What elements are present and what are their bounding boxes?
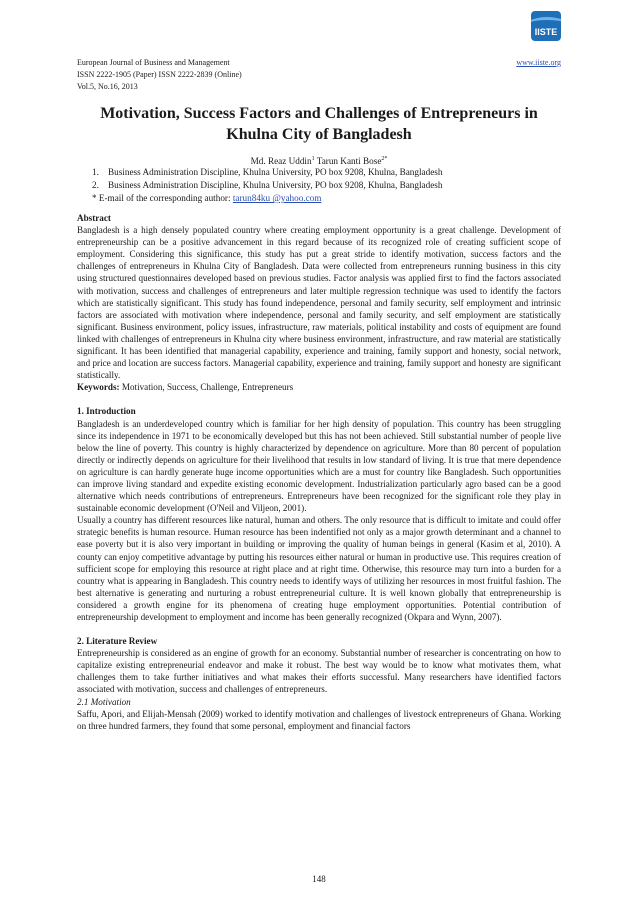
introduction-heading: 1. Introduction: [77, 406, 136, 417]
affiliation-number: 1.: [92, 167, 99, 177]
paper-title: Motivation, Success Factors and Challenges of Entrepreneurs in Khulna City of Bangladesh: [100, 105, 538, 143]
email-link[interactable]: tarun84ku @yahoo.com: [232, 193, 322, 203]
keywords-line: [77, 381, 561, 393]
journal-header: [77, 57, 561, 93]
keywords-label: Keywords:: [77, 382, 120, 393]
abstract-heading: Abstract: [77, 213, 111, 223]
author-1: Md. Reaz Uddin: [250, 156, 312, 167]
author-2: Tarun Kanti Bose: [316, 156, 382, 167]
journal-website-link[interactable]: www.iiste.org: [516, 58, 561, 67]
page-number: 148: [312, 874, 326, 884]
introduction-paragraph-1: Bangladesh is an underdeveloped country which is familiar for her high density of population. This country has been struggling since its independence in 1971 to be economically developed but this has not been achieved. Still substantial number of people live below the line of poverty. This country is highly characterized by dependence on agriculture. More than 80 percent of population directly or indirectly depends on agriculture for their livelihood that results in low standard of living. It is true that mere dependence on agriculture is can hardly generate huge income opportunities which are a must for country like Bangladesh. Such opportunities can improve living standard and expedite existing economic development. Industrialization particularly agro based can be a good alternative which needs contributions of entrepreneurs. Entrepreneurs have been recognized for the significant role they play in sustainable economic development (O'Neil and Viljeon, 2001).: [77, 418, 561, 514]
affiliation-number: 2.: [92, 180, 99, 190]
email-line: [92, 192, 562, 205]
author-2-sup: 2*: [381, 156, 388, 162]
literature-heading: 2. Literature Review: [77, 636, 158, 647]
abstract-text: Bangladesh is a high densely populated country where creating employment opportunity is a great challenge. Development of entrepreneurship can be a positive advancement in this regard because of its recognized role of creating sufficient scope of employment. Considering this significance, this study has put a great stride to identify motivation, success factors and the challenges of entrepreneurs in Khulna City of Bangladesh. Data were collected from entrepreneurs running business in this city using structured questionnaires developed based on previous studies. Factor analysis was applied first to find the factors associated with motivation, success and challenges of entrepreneurs and later multiple regression technique was used to identify the factors which are statistically significant. This study has found independence, personal and family security, self employment and intrinsic factors are associated with motivation where independence, personal and family security, and self employment are statistically significant. Business environment, policy issues, infrastructure, raw materials, political instability and costs of equipment are found linked with challenges of entrepreneurs in Khulna city where business environment, infrastructure, and raw material are statistically significant. It has been identified that managerial capability, experience and training, family support and honesty, social network, and price and location are success factors. Managerial capability, experience and training, family support and honesty are significant statistically.: [77, 225, 561, 381]
keywords-text: Motivation, Success, Challenge, Entrepreneurs: [119, 382, 294, 393]
email-prefix: * E-mail of the corresponding author:: [92, 193, 233, 203]
paper-body: [77, 212, 561, 732]
iiste-logo: [531, 11, 561, 41]
literature-paragraph-2: Saffu, Apori, and Elijah-Mensah (2009) worked to identify motivation and challenges of livestock entrepreneurs of Ghana. Working on three hundred farmers, they found that some personal, employment and financial factors: [77, 708, 561, 731]
affiliation-text: Business Administration Discipline, Khulna University, PO box 9208, Khulna, Bangladesh: [108, 180, 443, 190]
issn-line: ISSN 2222-1905 (Paper) ISSN 2222-2839 (Online): [77, 70, 242, 79]
volume-line: Vol.5, No.16, 2013: [77, 82, 138, 91]
author-1-sup: 1: [311, 156, 315, 162]
affiliation-item: [92, 179, 562, 192]
introduction-paragraph-2: Usually a country has different resources like natural, human and others. The only resource that is difficult to imitate and could offer strategic benefits is human resource. Human resource has been indentified not only as a major growth determinant and a channel to ease poverty but it is also very important in building or improving the quality of human beings in general (Kasim et al, 2010). A county can enjoy competitive advantage by putting his resources either natural or human in productive use. This requires creation of sufficient scope for employing this resource at right place and at right time. Otherwise, this resource may turn into a burden for a country what is appearing in Bangladesh. This country needs to identify ways of utilizing her resources in most fruitful fashion. The best alternative is generating and nurturing a robust entrepreneurial culture. It is well known globally that entrepreneurship is considered a growth engine for its phenomena of creating huge employment opportunities. Potential contribution of entrepreneurship development to employment and income has been generally recognized (Okpara and Wynn, 2007).: [77, 515, 561, 622]
literature-paragraph-1: Entrepreneurship is considered as an engine of growth for an economy. Substantial number of researcher is concentrating on how to capitalize existing entrepreneurial endeavor and make it robust. The best way would be to know what motivates them, what challenges them to take further initiatives and what makes their efforts successful. Many researchers have identified factors associated with motivation, success and challenges of entrepreneurs.: [77, 648, 561, 695]
logo-text: IISTE: [534, 27, 558, 37]
affiliations: [92, 166, 562, 205]
journal-name: European Journal of Business and Management: [77, 58, 230, 67]
motivation-subheading: 2.1 Motivation: [77, 696, 131, 707]
affiliation-item: [92, 166, 562, 179]
affiliation-text: Business Administration Discipline, Khulna University, PO box 9208, Khulna, Bangladesh: [108, 167, 443, 177]
